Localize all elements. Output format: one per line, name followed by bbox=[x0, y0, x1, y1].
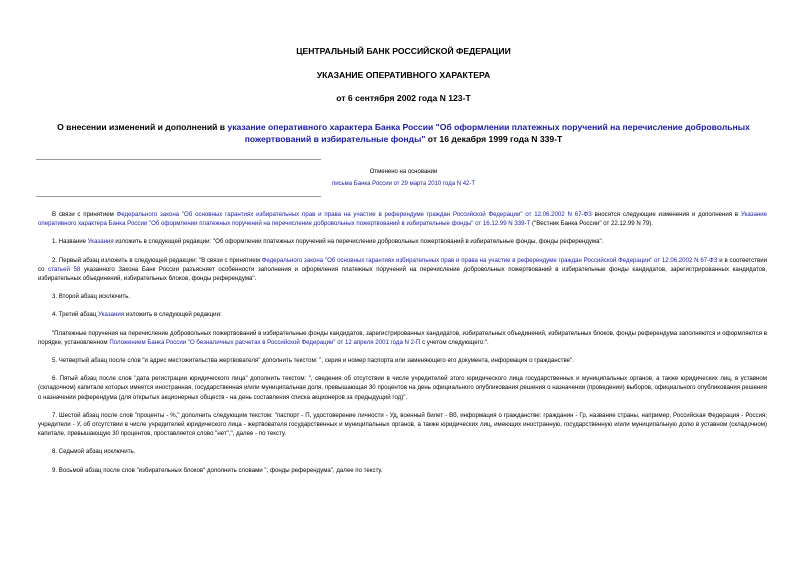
divider-bottom bbox=[36, 196, 321, 197]
divider-top bbox=[36, 159, 321, 160]
text: изложить в следующей редакции: bbox=[124, 311, 222, 319]
text: 9. Восьмой абзац после слов "избирательных блоков" дополнить словами ", фонды референдума", далее по тексту. bbox=[52, 466, 383, 474]
text: 8. Седьмой абзац исключить. bbox=[52, 448, 136, 456]
cancel-note-link[interactable]: письма Банка России от 29 марта 2010 года N 42-Т bbox=[331, 181, 476, 187]
paragraph-item-1 bbox=[38, 237, 767, 246]
cancel-note bbox=[250, 166, 557, 190]
federal-law-link[interactable]: Федерального закона "Об основных гарантиях избирательных прав и права на участие в референдуме граждан Российской Федерации" от 12.06.2002 N 67-ФЗ bbox=[261, 256, 718, 264]
text: изложить в следующей редакции: "Об оформлении платежных поручений на перечисление добровольных пожертвований в избирательные фонды, фонды референдума". bbox=[113, 238, 604, 246]
paragraph-item-6 bbox=[38, 374, 767, 401]
text: 5. Четвертый абзац после слов "и адрес местожительства жертвователя" дополнить текстом: ", серия и номер паспорта или заменяющего его документа, информация о гражданстве". bbox=[52, 357, 574, 365]
text: ("Вестник Банка России" от 22.12.99 N 79). bbox=[530, 220, 653, 228]
doc-subject bbox=[40, 121, 767, 145]
doc-type: УКАЗАНИЕ ОПЕРАТИВНОГО ХАРАКТЕРА bbox=[316, 70, 491, 80]
paragraph-quote bbox=[38, 329, 767, 347]
instruction-link[interactable]: Указания bbox=[87, 238, 114, 246]
article-58-link[interactable]: статьей 58 bbox=[48, 265, 81, 273]
subject-prefix: О внесении изменений и дополнений в bbox=[57, 122, 228, 132]
text: 4. Третий абзац bbox=[52, 311, 99, 319]
paragraph-item-4 bbox=[38, 310, 767, 319]
doc-date-number: от 6 сентября 2002 года N 123-Т bbox=[336, 93, 471, 103]
federal-law-link[interactable]: Федерального закона "Об основных гарантиях избирательных прав и права на участие в референдуме граждан Российской Федерации" от 12.06.2002 N 67-ФЗ bbox=[116, 211, 592, 218]
subject-link[interactable]: указание оперативного характера Банка России "Об оформлении платежных поручений на перечисление добровольных пожертвований в избирательные фонды" bbox=[227, 122, 750, 144]
subject-suffix: от 16 декабря 1999 года N 339-Т bbox=[425, 134, 563, 144]
text: В связи с принятием bbox=[52, 211, 117, 218]
text: "Платежные поручения на перечисление добровольных пожертвований в избирательные фонды кандидатов, зарегистрированных кандидатов, избирательных объединений, избирательных блоков, фонды референдума заполняются и оформляются в порядке, установленном bbox=[38, 329, 767, 346]
text: 2. Первый абзац изложить в следующей редакции: "В связи с принятием bbox=[52, 256, 262, 264]
text: вносятся следующие изменения и дополнения в bbox=[591, 211, 741, 218]
paragraph-item-5 bbox=[38, 356, 767, 365]
paragraph-item-7 bbox=[38, 411, 767, 438]
org-title: ЦЕНТРАЛЬНЫЙ БАНК РОССИЙСКОЙ ФЕДЕРАЦИИ bbox=[296, 46, 511, 56]
instruction-339t-link[interactable]: Указание оперативного характера Банка России "Об оформлении платежных поручений на перечисление добровольных пожертвований в избирательные фонды" от 16.12.99 N 339-Т bbox=[38, 211, 767, 228]
text: 1. Название bbox=[52, 238, 88, 246]
paragraph-item-8 bbox=[38, 447, 767, 456]
cancel-note-text: Отменено на основании bbox=[369, 169, 438, 175]
text: 6. Пятый абзац после слов "дата регистрации юридического лица" дополнить текстом: ", сведения об отсутствии в числе учредителей этого юридического лица государственных и муниципальных органов, а также юридических лиц, в уставном (складочном) капитале которых имеется иностранная, государственная и/или муниципальная доля, превышающая 30 процентов на день официального опубликования решения о назначении (проведении) выборов, официального опубликования решения о назначении референдума (для открытых акционерных обществ - на день составления списка акционеров за предыдущий год)". bbox=[38, 375, 767, 401]
text: указанного Закона Банк России разъясняет особенности заполнения и оформления платежных поручений на перечисление добровольных пожертвований в избирательные фонды кандидатов, зарегистрированных кандидатов, избирательных объединений, избирательных блоков, фонды референдума". bbox=[38, 265, 768, 282]
paragraph-item-3 bbox=[38, 292, 767, 301]
paragraph-item-2 bbox=[38, 256, 767, 283]
text: 7. Шестой абзац после слов "проценты - %," дополнить следующим текстом: "паспорт - П, удостоверение личности - Уд, военный билет - Вб, информация о гражданстве: гражданин - Гр, название страны, например, Российская Федерация - Россия; учредители - У, об отсутствии в числе учредителей юридического лица - жертвователя государственных и муниципальных органов, а также юридических лиц, имеющих иностранную, государственную и/или муниципальную долю в уставном (складочном) капитале, превышающую 30 процентов, проставляется слово "нет",", далее - по тексту. bbox=[38, 411, 767, 437]
paragraph-item-9 bbox=[38, 466, 767, 475]
text: и в соответствии со bbox=[38, 256, 767, 273]
text: 3. Второй абзац исключить. bbox=[52, 293, 131, 301]
regulation-2p-link[interactable]: Положением Банка России "О безналичных расчетах в Российской Федерации" от 12 апреля 2001 года N 2-П bbox=[109, 338, 421, 346]
text: с учетом следующего:". bbox=[420, 338, 489, 346]
instruction-link[interactable]: Указания bbox=[98, 311, 125, 319]
document-body bbox=[38, 210, 767, 484]
paragraph-intro bbox=[38, 210, 767, 228]
